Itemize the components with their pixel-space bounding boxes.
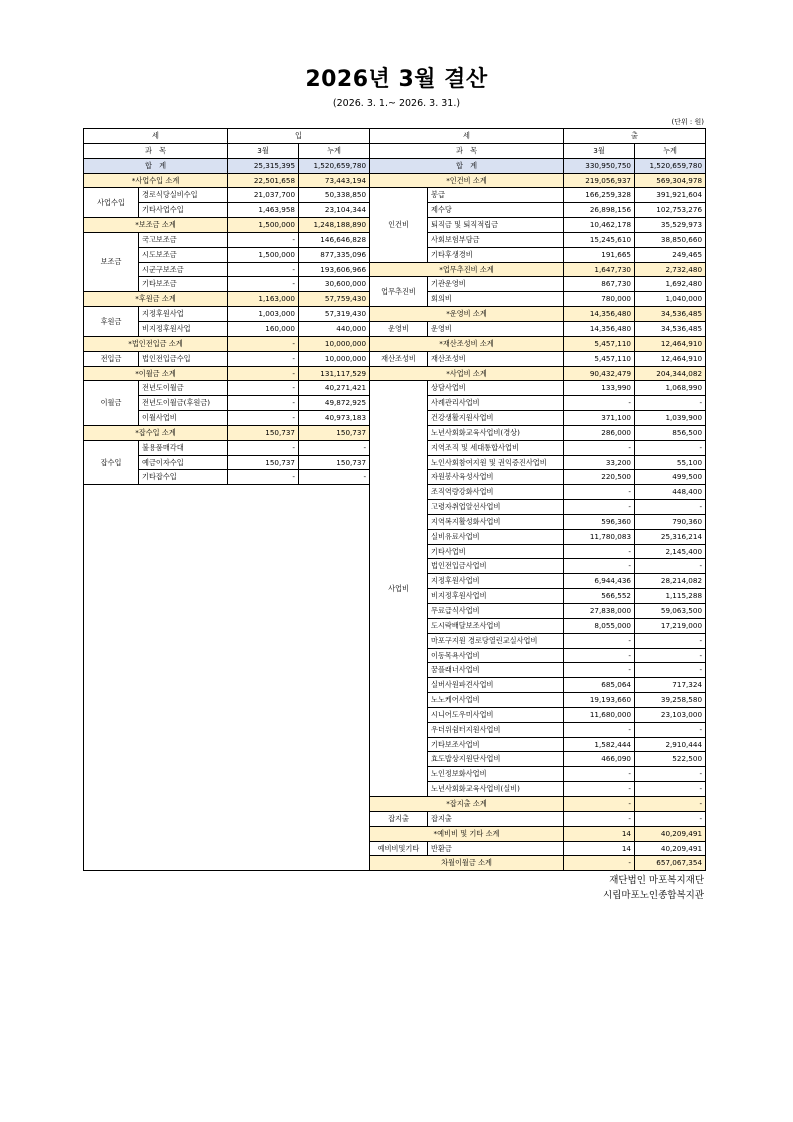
- carryover-month: -: [564, 856, 635, 871]
- item-month: 867,730: [564, 277, 635, 292]
- item-name: 재산조성비: [428, 351, 564, 366]
- item-cumulative: -: [635, 559, 706, 574]
- item-name: 이월사업비: [139, 411, 228, 426]
- item-cumulative: -: [635, 811, 706, 826]
- item-month: -: [564, 648, 635, 663]
- document-title: 2026년 3월 결산: [305, 67, 488, 92]
- item-cumulative: 35,529,973: [635, 218, 706, 233]
- item-month: -: [228, 232, 299, 247]
- item-month: -: [564, 396, 635, 411]
- item-cumulative: 1,692,480: [635, 277, 706, 292]
- item-month: 1,463,958: [228, 203, 299, 218]
- item-month: -: [564, 500, 635, 515]
- header-row: [370, 129, 706, 144]
- item-month: 371,100: [564, 411, 635, 426]
- item-name: 비지정후원사업: [139, 321, 228, 336]
- item-name: 꿈플래너사업비: [428, 663, 564, 678]
- item-name: 기타사업수입: [139, 203, 228, 218]
- item-month: 286,000: [564, 425, 635, 440]
- item-month: -: [564, 767, 635, 782]
- item-month: 11,780,083: [564, 529, 635, 544]
- header-cell: 3월: [228, 143, 299, 158]
- header-row: [370, 143, 706, 158]
- item-cumulative: 146,646,828: [299, 232, 370, 247]
- item-month: -: [228, 277, 299, 292]
- subtotal-row: [84, 366, 370, 381]
- grand-total-row: [370, 158, 706, 173]
- header-row: [84, 143, 370, 158]
- item-cumulative: 12,464,910: [635, 351, 706, 366]
- item-name: 기관운영비: [428, 277, 564, 292]
- item-cumulative: 790,360: [635, 514, 706, 529]
- item-name: 국고보조금: [139, 232, 228, 247]
- item-month: 14: [564, 841, 635, 856]
- item-name: 불용품매각대: [139, 440, 228, 455]
- item-cumulative: 30,600,000: [299, 277, 370, 292]
- item-name: 고령자취업알선사업비: [428, 500, 564, 515]
- item-name: 무료급식사업비: [428, 604, 564, 619]
- item-row: [370, 321, 706, 336]
- subtotal-cumulative: -: [635, 796, 706, 811]
- category-cell: 재산조성비: [370, 351, 428, 366]
- subtotal-label: *잡수입 소계: [84, 425, 228, 440]
- item-name: 지정후원사업비: [428, 574, 564, 589]
- header-cell: 과 목: [370, 143, 564, 158]
- item-name: 노인사회참여지원 및 권익증진사업비: [428, 455, 564, 470]
- subtotal-row: [370, 262, 706, 277]
- subtotal-row: [370, 366, 706, 381]
- subtotal-cumulative: 569,304,978: [635, 173, 706, 188]
- carryover-label: 차월이월금 소계: [370, 856, 564, 871]
- subtotal-row: [84, 292, 370, 307]
- item-name: 노인정보화사업비: [428, 767, 564, 782]
- item-name: 지역조직 및 세대통합사업비: [428, 440, 564, 455]
- item-cumulative: 40,209,491: [635, 841, 706, 856]
- subtotal-month: -: [564, 796, 635, 811]
- item-cumulative: 38,850,660: [635, 232, 706, 247]
- header-row: [84, 129, 370, 144]
- item-month: -: [228, 470, 299, 485]
- item-row: [84, 188, 370, 203]
- category-cell: 예비비및기타: [370, 841, 428, 856]
- grand-total-row: [84, 158, 370, 173]
- subtotal-label: *법인전입금 소계: [84, 336, 228, 351]
- item-month: 21,037,700: [228, 188, 299, 203]
- category-cell: 잡지출: [370, 811, 428, 826]
- subtotal-label: *사업수입 소계: [84, 173, 228, 188]
- item-cumulative: 856,500: [635, 425, 706, 440]
- subtotal-month: 1,500,000: [228, 218, 299, 233]
- item-month: -: [564, 485, 635, 500]
- item-name: 운영비: [428, 321, 564, 336]
- item-month: -: [564, 559, 635, 574]
- subtotal-month: -: [228, 366, 299, 381]
- subtotal-month: 14,356,480: [564, 307, 635, 322]
- item-cumulative: 1,068,990: [635, 381, 706, 396]
- subtotal-row: [84, 173, 370, 188]
- unit-label: (단위 : 원): [671, 118, 704, 126]
- item-name: 예금이자수입: [139, 455, 228, 470]
- subtotal-month: 5,457,110: [564, 336, 635, 351]
- item-name: 봉급: [428, 188, 564, 203]
- item-month: 160,000: [228, 321, 299, 336]
- item-month: 566,552: [564, 589, 635, 604]
- subtotal-month: -: [228, 336, 299, 351]
- subtotal-month: 90,432,479: [564, 366, 635, 381]
- item-name: 건강생활지원사업비: [428, 411, 564, 426]
- item-cumulative: -: [635, 767, 706, 782]
- item-name: 반환금: [428, 841, 564, 856]
- item-month: 220,500: [564, 470, 635, 485]
- item-row: [370, 351, 706, 366]
- item-name: 효도밥상지원단사업비: [428, 752, 564, 767]
- item-month: 33,200: [564, 455, 635, 470]
- category-cell: 전입금: [84, 351, 139, 366]
- item-month: 133,990: [564, 381, 635, 396]
- total-cumulative: 1,520,659,780: [299, 158, 370, 173]
- item-name: 노노케어사업비: [428, 693, 564, 708]
- item-name: 기타후생경비: [428, 247, 564, 262]
- item-month: 685,064: [564, 678, 635, 693]
- income-table: [83, 128, 370, 871]
- subtotal-cumulative: 150,737: [299, 425, 370, 440]
- item-cumulative: 877,335,096: [299, 247, 370, 262]
- header-cell: 입: [228, 129, 370, 144]
- item-cumulative: 249,465: [635, 247, 706, 262]
- empty-area: [84, 485, 370, 871]
- item-cumulative: -: [635, 440, 706, 455]
- subtotal-month: 22,501,658: [228, 173, 299, 188]
- item-name: 경로식당실비수입: [139, 188, 228, 203]
- item-month: 1,582,444: [564, 737, 635, 752]
- subtotal-cumulative: 12,464,910: [635, 336, 706, 351]
- item-month: 27,838,000: [564, 604, 635, 619]
- item-month: -: [564, 811, 635, 826]
- item-row: [84, 440, 370, 455]
- item-row: [370, 277, 706, 292]
- item-cumulative: 522,500: [635, 752, 706, 767]
- category-cell: 인건비: [370, 188, 428, 262]
- subtotal-cumulative: 204,344,082: [635, 366, 706, 381]
- subtotal-row: [370, 307, 706, 322]
- signature-center: 시립마포노인종합복지관: [603, 890, 704, 901]
- category-cell: 후원금: [84, 307, 139, 337]
- subtotal-month: 1,163,000: [228, 292, 299, 307]
- subtotal-label: *이월금 소계: [84, 366, 228, 381]
- subtotal-row: [84, 336, 370, 351]
- header-cell: 세: [84, 129, 228, 144]
- subtotal-row: [370, 796, 706, 811]
- item-name: 회의비: [428, 292, 564, 307]
- item-month: 191,665: [564, 247, 635, 262]
- item-cumulative: 448,400: [635, 485, 706, 500]
- item-cumulative: 717,324: [635, 678, 706, 693]
- subtotal-label: *예비비 및 기타 소계: [370, 826, 564, 841]
- subtotal-label: *업무추진비 소계: [370, 262, 564, 277]
- item-cumulative: 1,039,900: [635, 411, 706, 426]
- item-cumulative: -: [635, 633, 706, 648]
- total-label: 합 계: [370, 158, 564, 173]
- item-cumulative: 23,103,000: [635, 707, 706, 722]
- subtotal-month: 219,056,937: [564, 173, 635, 188]
- item-cumulative: 391,921,604: [635, 188, 706, 203]
- subtotal-row: [370, 336, 706, 351]
- item-month: 166,259,328: [564, 188, 635, 203]
- subtotal-label: *운영비 소계: [370, 307, 564, 322]
- subtotal-month: 14: [564, 826, 635, 841]
- item-name: 사회보험부담금: [428, 232, 564, 247]
- item-month: 10,462,178: [564, 218, 635, 233]
- category-cell: 업무추진비: [370, 277, 428, 307]
- item-name: 기타잡수입: [139, 470, 228, 485]
- subtotal-row: [84, 425, 370, 440]
- item-row: [370, 381, 706, 396]
- item-row: [370, 841, 706, 856]
- item-name: 상담사업비: [428, 381, 564, 396]
- item-month: 780,000: [564, 292, 635, 307]
- subtotal-label: *인건비 소계: [370, 173, 564, 188]
- item-name: 이동목욕사업비: [428, 648, 564, 663]
- item-month: -: [564, 722, 635, 737]
- category-cell: 사업수입: [84, 188, 139, 218]
- period-range: (2026. 3. 1.~ 2026. 3. 31.): [332, 98, 461, 109]
- item-cumulative: 150,737: [299, 455, 370, 470]
- item-cumulative: 17,219,000: [635, 618, 706, 633]
- item-cumulative: -: [635, 396, 706, 411]
- category-cell: 잡수입: [84, 440, 139, 485]
- item-name: 전년도이월금: [139, 381, 228, 396]
- category-cell: 이월금: [84, 381, 139, 426]
- item-cumulative: 1,115,288: [635, 589, 706, 604]
- item-cumulative: 40,271,421: [299, 381, 370, 396]
- carryover-cumulative: 657,067,354: [635, 856, 706, 871]
- header-cell: 과 목: [84, 143, 228, 158]
- item-cumulative: -: [635, 663, 706, 678]
- subtotal-cumulative: 57,759,430: [299, 292, 370, 307]
- item-name: 제수당: [428, 203, 564, 218]
- item-name: 기타사업비: [428, 544, 564, 559]
- subtotal-label: *잡지출 소계: [370, 796, 564, 811]
- total-cumulative: 1,520,659,780: [635, 158, 706, 173]
- empty-cell: [84, 485, 370, 871]
- subtotal-row: [84, 218, 370, 233]
- item-row: [84, 232, 370, 247]
- item-row: [84, 351, 370, 366]
- item-cumulative: 102,753,276: [635, 203, 706, 218]
- category-cell: 운영비: [370, 321, 428, 336]
- item-cumulative: -: [635, 648, 706, 663]
- header-cell: 세: [370, 129, 564, 144]
- subtotal-cumulative: 40,209,491: [635, 826, 706, 841]
- expense-table: [369, 128, 706, 871]
- carryover-row: [370, 856, 706, 871]
- item-month: -: [228, 381, 299, 396]
- item-month: -: [564, 544, 635, 559]
- item-cumulative: 49,872,925: [299, 396, 370, 411]
- category-cell: 보조금: [84, 232, 139, 291]
- subtotal-label: *보조금 소계: [84, 218, 228, 233]
- category-cell: 사업비: [370, 381, 428, 797]
- item-row: [370, 188, 706, 203]
- item-month: -: [564, 440, 635, 455]
- item-month: 466,090: [564, 752, 635, 767]
- item-cumulative: 1,040,000: [635, 292, 706, 307]
- item-row: [84, 307, 370, 322]
- item-month: -: [228, 440, 299, 455]
- item-cumulative: 40,973,183: [299, 411, 370, 426]
- item-cumulative: 23,104,344: [299, 203, 370, 218]
- item-name: 법인전입금수입: [139, 351, 228, 366]
- item-name: 도시락배달보조사업비: [428, 618, 564, 633]
- item-month: -: [228, 262, 299, 277]
- item-month: 14,356,480: [564, 321, 635, 336]
- subtotal-cumulative: 34,536,485: [635, 307, 706, 322]
- item-month: 11,680,000: [564, 707, 635, 722]
- item-name: 마포구지원 경로당열린교실사업비: [428, 633, 564, 648]
- item-cumulative: 193,606,966: [299, 262, 370, 277]
- item-cumulative: 39,258,580: [635, 693, 706, 708]
- signature-foundation: 재단법인 마포복지재단: [609, 875, 704, 886]
- header-cell: 누계: [299, 143, 370, 158]
- item-name: 법인전입금사업비: [428, 559, 564, 574]
- subtotal-label: *후원금 소계: [84, 292, 228, 307]
- item-month: 5,457,110: [564, 351, 635, 366]
- item-row: [370, 811, 706, 826]
- item-cumulative: -: [299, 470, 370, 485]
- item-month: -: [228, 411, 299, 426]
- item-cumulative: -: [635, 782, 706, 797]
- item-month: 26,898,156: [564, 203, 635, 218]
- subtotal-cumulative: 131,117,529: [299, 366, 370, 381]
- item-cumulative: -: [299, 440, 370, 455]
- header-cell: 3월: [564, 143, 635, 158]
- item-month: 1,500,000: [228, 247, 299, 262]
- subtotal-month: 150,737: [228, 425, 299, 440]
- subtotal-row: [370, 826, 706, 841]
- item-cumulative: 57,319,430: [299, 307, 370, 322]
- item-name: 퇴직금 및 퇴직적립금: [428, 218, 564, 233]
- item-cumulative: 10,000,000: [299, 351, 370, 366]
- item-name: 시니어도우미사업비: [428, 707, 564, 722]
- item-month: -: [564, 782, 635, 797]
- item-month: -: [564, 633, 635, 648]
- item-name: 우더위쉼터지원사업비: [428, 722, 564, 737]
- item-name: 실버사원파견사업비: [428, 678, 564, 693]
- item-name: 노년사회화교육사업비(경상): [428, 425, 564, 440]
- item-name: 조직역량강화사업비: [428, 485, 564, 500]
- subtotal-label: *재산조성비 소계: [370, 336, 564, 351]
- item-cumulative: 440,000: [299, 321, 370, 336]
- item-month: 19,193,660: [564, 693, 635, 708]
- item-row: [84, 381, 370, 396]
- item-name: 지정후원사업: [139, 307, 228, 322]
- subtotal-month: 1,647,730: [564, 262, 635, 277]
- item-cumulative: 34,536,485: [635, 321, 706, 336]
- item-name: 기타보조사업비: [428, 737, 564, 752]
- item-name: 전년도이월금(후원금): [139, 396, 228, 411]
- item-cumulative: -: [635, 722, 706, 737]
- item-month: 150,737: [228, 455, 299, 470]
- total-label: 합 계: [84, 158, 228, 173]
- item-cumulative: 2,910,444: [635, 737, 706, 752]
- item-name: 노년사회화교육사업비(실비): [428, 782, 564, 797]
- item-cumulative: 50,338,850: [299, 188, 370, 203]
- subtotal-cumulative: 2,732,480: [635, 262, 706, 277]
- item-name: 지역복지활성화사업비: [428, 514, 564, 529]
- item-cumulative: -: [635, 500, 706, 515]
- header-cell: 누계: [635, 143, 706, 158]
- item-month: 6,944,436: [564, 574, 635, 589]
- item-cumulative: 59,063,500: [635, 604, 706, 619]
- item-cumulative: 55,100: [635, 455, 706, 470]
- item-name: 기타보조금: [139, 277, 228, 292]
- subtotal-cumulative: 10,000,000: [299, 336, 370, 351]
- item-month: 1,003,000: [228, 307, 299, 322]
- subtotal-row: [370, 173, 706, 188]
- item-name: 잡지출: [428, 811, 564, 826]
- item-month: -: [564, 663, 635, 678]
- item-month: 8,055,000: [564, 618, 635, 633]
- header-cell: 출: [564, 129, 706, 144]
- item-cumulative: 2,145,400: [635, 544, 706, 559]
- item-cumulative: 28,214,082: [635, 574, 706, 589]
- total-month: 25,315,395: [228, 158, 299, 173]
- item-cumulative: 499,500: [635, 470, 706, 485]
- subtotal-label: *사업비 소계: [370, 366, 564, 381]
- item-name: 실비유료사업비: [428, 529, 564, 544]
- total-month: 330,950,750: [564, 158, 635, 173]
- subtotal-cumulative: 1,248,188,890: [299, 218, 370, 233]
- item-name: 시도보조금: [139, 247, 228, 262]
- item-name: 시군구보조금: [139, 262, 228, 277]
- item-name: 비지정후원사업비: [428, 589, 564, 604]
- item-month: -: [228, 351, 299, 366]
- subtotal-cumulative: 73,443,194: [299, 173, 370, 188]
- item-month: 15,245,610: [564, 232, 635, 247]
- item-name: 자원봉사육성사업비: [428, 470, 564, 485]
- item-month: -: [228, 396, 299, 411]
- item-month: 596,360: [564, 514, 635, 529]
- item-name: 사례관리사업비: [428, 396, 564, 411]
- item-cumulative: 25,316,214: [635, 529, 706, 544]
